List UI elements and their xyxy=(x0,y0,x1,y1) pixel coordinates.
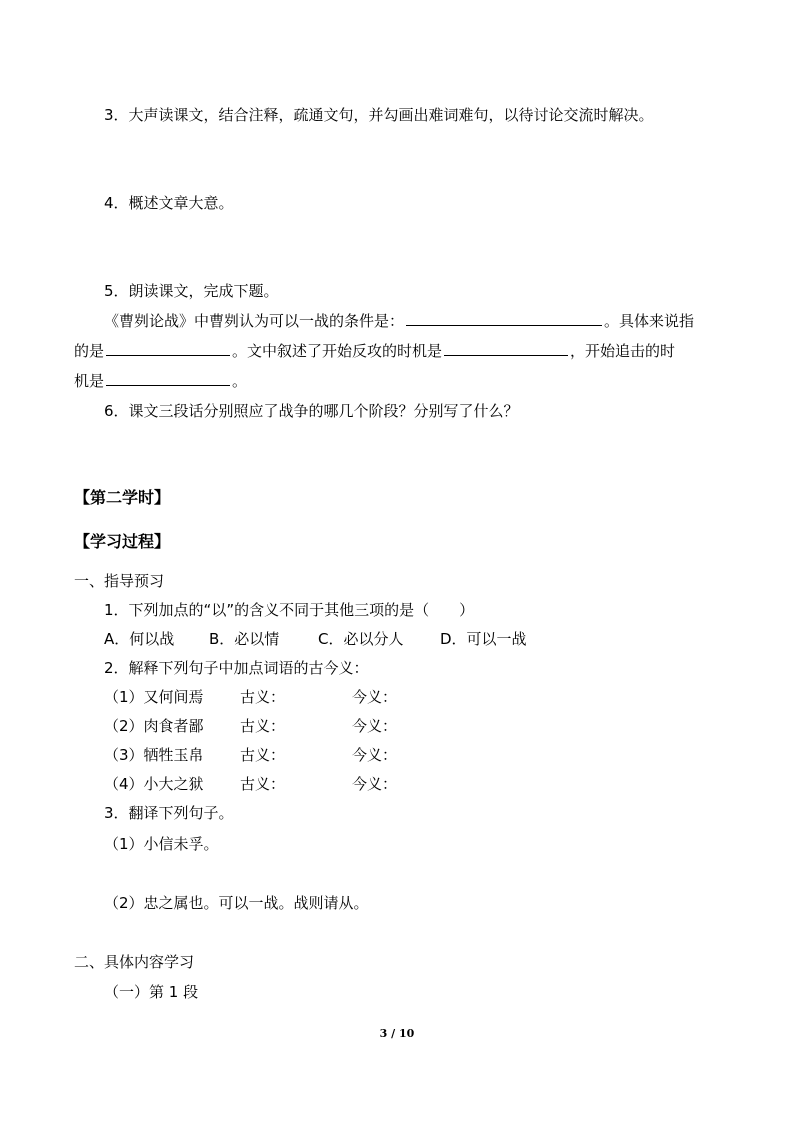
item-5-text: 的是 xyxy=(74,342,105,360)
modern-meaning-label: 今义： xyxy=(352,688,398,706)
item-5-text: ，开始追击的时 xyxy=(570,342,676,360)
item-5-text: 。具体来说指 xyxy=(604,312,695,330)
item-6: 6．课文三段话分别照应了战争的哪几个阶段？分别写了什么？ xyxy=(104,402,519,420)
item-5-line-1 xyxy=(104,314,694,329)
section-1-title: 一、指导预习 xyxy=(74,572,165,590)
item-5-text: 。文中叙述了开始反攻的时机是 xyxy=(232,342,443,360)
item-5-text: 机是 xyxy=(74,372,105,390)
option-b[interactable]: B．必以情 xyxy=(209,630,280,648)
page-number: 3 / 10 xyxy=(379,1027,415,1040)
option-c[interactable]: C．必以分人 xyxy=(318,630,404,648)
item-4: 4．概述文章大意。 xyxy=(104,194,234,212)
phrase: （4）小大之狱 xyxy=(104,775,204,793)
section-2-title: 二、具体内容学习 xyxy=(74,953,195,971)
question-3: 3．翻译下列句子。 xyxy=(104,804,234,822)
answer-blank[interactable] xyxy=(106,384,230,386)
question-1: 1．下列加点的“以”的含义不同于其他三项的是（ ） xyxy=(104,601,475,619)
phrase: （1）又何间焉 xyxy=(104,688,204,706)
modern-meaning-label: 今义： xyxy=(352,775,398,793)
ancient-meaning-label: 古义： xyxy=(240,775,286,793)
item-3: 3．大声读课文，结合注释，疏通文句，并勾画出难词难句，以待讨论交流时解决。 xyxy=(104,106,654,124)
translation-item-1: （1）小信未孚。 xyxy=(104,835,219,853)
item-5-line-3 xyxy=(74,374,247,389)
phrase: （3）牺牲玉帛 xyxy=(104,746,204,764)
modern-meaning-label: 今义： xyxy=(352,717,398,735)
option-a[interactable]: A．何以战 xyxy=(104,630,175,648)
ancient-meaning-label: 古义： xyxy=(240,717,286,735)
option-d[interactable]: D．可以一战 xyxy=(440,630,527,648)
ancient-meaning-label: 古义： xyxy=(240,688,286,706)
answer-blank[interactable] xyxy=(406,324,602,326)
answer-blank[interactable] xyxy=(444,354,568,356)
item-5-text: 《曹刿论战》中曹刿认为可以一战的条件是： xyxy=(104,312,405,330)
heading-learning-process: 【学习过程】 xyxy=(74,532,171,551)
subsection-1: （一）第 1 段 xyxy=(104,983,199,1001)
item-5-text: 。 xyxy=(232,372,248,390)
heading-second-period: 【第二学时】 xyxy=(74,488,171,507)
item-5: 5．朗读课文，完成下题。 xyxy=(104,282,279,300)
modern-meaning-label: 今义： xyxy=(352,746,398,764)
phrase: （2）肉食者鄙 xyxy=(104,717,204,735)
question-2: 2．解释下列句子中加点词语的古今义： xyxy=(104,659,369,677)
ancient-meaning-label: 古义： xyxy=(240,746,286,764)
translation-item-2: （2）忠之属也。可以一战。战则请从。 xyxy=(104,894,369,912)
item-5-line-2 xyxy=(74,344,675,359)
answer-blank[interactable] xyxy=(106,354,230,356)
